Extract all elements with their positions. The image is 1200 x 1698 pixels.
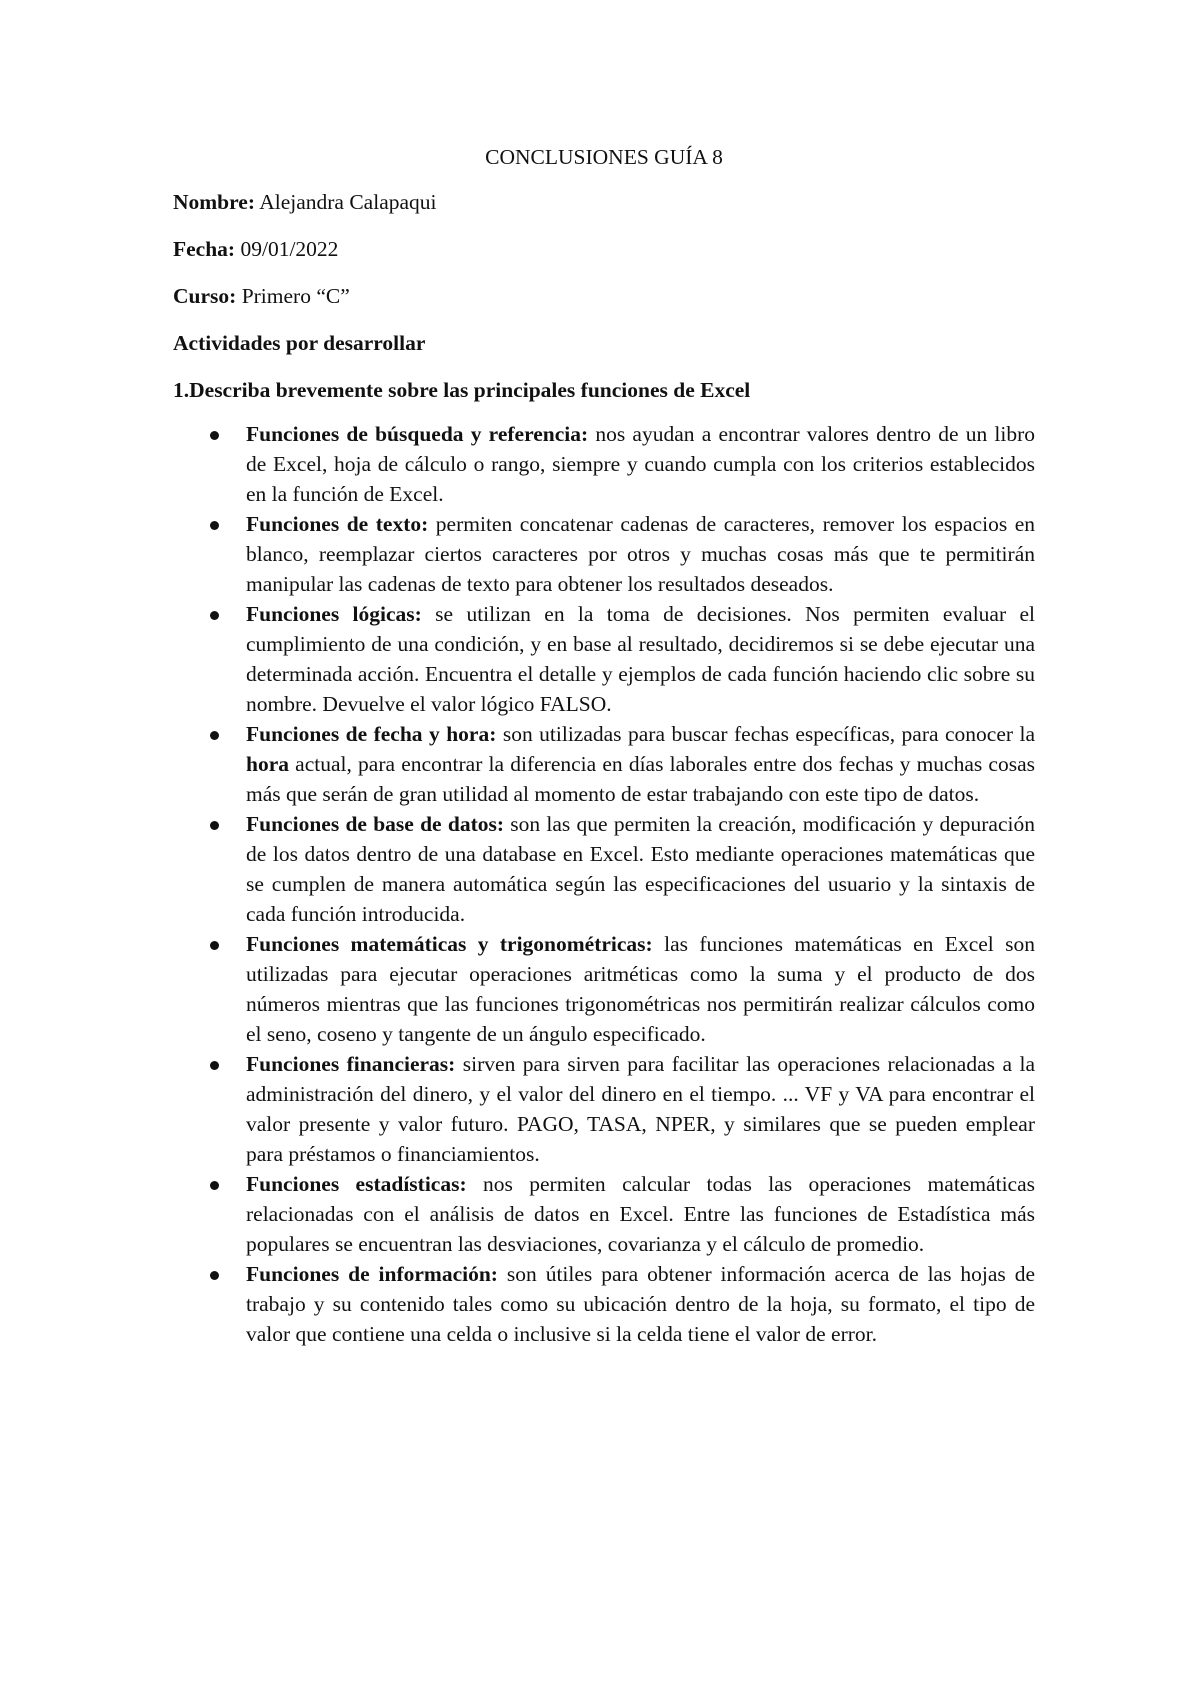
document-content xyxy=(173,142,1035,1349)
bullet-icon xyxy=(210,521,219,530)
function-description: son útiles para obtener información acerca de las hojas de trabajo y su contenido tales como su ubicación dentro de la hoja, su formato, el tipo de valor que contiene una celda o inclusive si la celda tiene el valor de error. xyxy=(246,1262,1035,1346)
bullet-icon xyxy=(210,611,219,620)
list-item xyxy=(173,1169,1035,1259)
function-term: Funciones de información: xyxy=(246,1262,498,1286)
function-term: Funciones de texto: xyxy=(246,512,429,536)
bullet-icon xyxy=(210,1061,219,1070)
function-description: permiten concatenar cadenas de caracteres, remover los espacios en blanco, reemplazar ciertos caracteres por otros y muchas cosas más que te permitirán manipular las cadenas de texto para obtener los resultados deseados. xyxy=(246,512,1036,596)
function-term: Funciones de fecha y hora: xyxy=(246,722,497,746)
bullet-icon xyxy=(210,1271,219,1280)
bullet-icon xyxy=(210,941,219,950)
list-item xyxy=(173,1049,1035,1169)
function-term: Funciones lógicas: xyxy=(246,602,422,626)
field-value: Alejandra Calapaqui xyxy=(255,190,437,214)
function-term: Funciones financieras: xyxy=(246,1052,456,1076)
function-term: Funciones estadísticas: xyxy=(246,1172,467,1196)
function-description: son las que permiten la creación, modificación y depuración de los datos dentro de una database en Excel. Esto mediante operaciones matemáticas que se cumplen de manera automática según las especificaciones del usuario y la sintaxis de cada función introducida. xyxy=(246,812,1035,926)
list-item xyxy=(173,419,1035,509)
field-label: Nombre: xyxy=(173,190,256,214)
function-term: Funciones de búsqueda y referencia: xyxy=(246,422,589,446)
bullet-icon xyxy=(210,821,219,830)
list-item xyxy=(173,1259,1035,1349)
function-term: Funciones matemáticas y trigonométricas: xyxy=(246,932,653,956)
bullet-icon xyxy=(210,731,219,740)
field-curso xyxy=(173,281,1035,311)
bullet-icon xyxy=(210,431,219,440)
bullet-icon xyxy=(210,1181,219,1190)
page-title: CONCLUSIONES GUÍA 8 xyxy=(485,145,723,169)
field-label: Fecha: xyxy=(173,237,236,261)
list-item xyxy=(173,599,1035,719)
list-item xyxy=(173,809,1035,929)
field-value: Primero “C” xyxy=(236,284,350,308)
function-description: nos ayudan a encontrar valores dentro de un libro de Excel, hoja de cálculo o rango, siempre y cuando cumpla con los criterios establecidos en la función de Excel. xyxy=(246,422,1036,506)
functions-list xyxy=(173,419,1035,1349)
field-value: 09/01/2022 xyxy=(235,237,339,261)
list-item xyxy=(173,929,1035,1049)
function-description: se utilizan en la toma de decisiones. Nos permiten evaluar el cumplimiento de una condición, y en base al resultado, decidiremos si se debe ejecutar una determinada acción. Encuentra el detalle y ejemplos de cada función haciendo clic sobre su nombre. Devuelve el valor lógico FALSO. xyxy=(246,602,1036,716)
field-nombre xyxy=(173,187,1035,217)
function-description: las funciones matemáticas en Excel son utilizadas para ejecutar operaciones aritméticas como la suma y el producto de dos números mientras que las funciones trigonométricas nos permitirán realizar cálculos como el seno, coseno y tangente de un ángulo especificado. xyxy=(246,932,1035,1046)
field-label: Curso: xyxy=(173,284,237,308)
list-item xyxy=(173,509,1035,599)
function-description: sirven para sirven para facilitar las operaciones relacionadas a la administración del dinero, y el valor del dinero en el tiempo. ... VF y VA para encontrar el valor presente y valor futuro. PAGO, TASA, NPER, y similares que se pueden emplear para préstamos o financiamientos. xyxy=(246,1052,1035,1166)
function-description: nos permiten calcular todas las operaciones matemáticas relacionadas con el análisis de datos en Excel. Entre las funciones de Estadística más populares se encuentran las desviaciones, covarianza y el cálculo de promedio. xyxy=(246,1172,1036,1256)
function-term: Funciones de base de datos: xyxy=(246,812,504,836)
function-description-continued: actual, para encontrar la diferencia en días laborales entre dos fechas y muchas cosas más que serán de gran utilidad al momento de estar trabajando con este tipo de datos. xyxy=(246,752,1035,806)
question-heading: 1.Describa brevemente sobre las principales funciones de Excel xyxy=(173,378,751,402)
list-item xyxy=(173,719,1035,809)
activities-heading: Actividades por desarrollar xyxy=(173,331,426,355)
bold-word: hora xyxy=(246,752,289,776)
function-description: son utilizadas para buscar fechas específicas, para conocer la xyxy=(496,722,1035,746)
field-fecha xyxy=(173,234,1035,264)
